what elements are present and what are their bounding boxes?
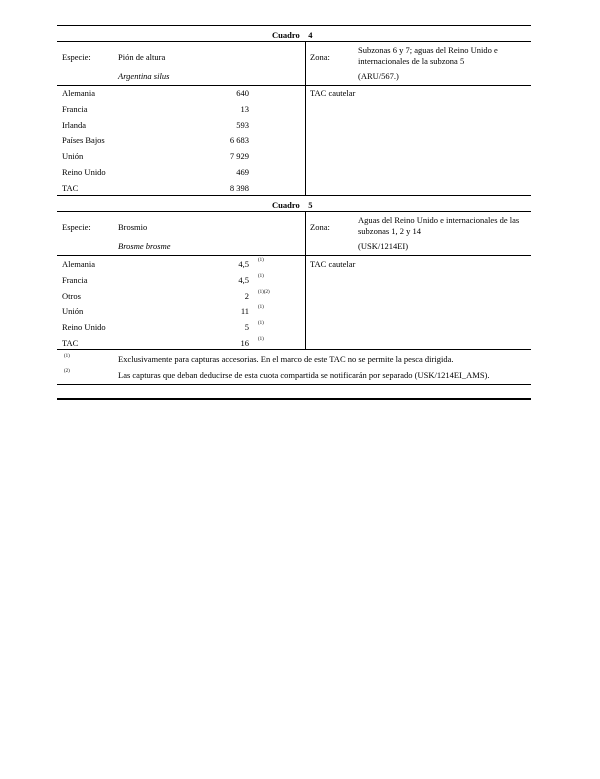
column-divider	[305, 255, 306, 349]
quota-cell: 11	[240, 306, 249, 316]
table-heading-number: 5	[308, 200, 313, 210]
country-cell: Alemania	[62, 88, 96, 98]
rule	[57, 41, 531, 42]
country-cell: Unión	[62, 151, 84, 161]
quota-cell: 469	[236, 167, 249, 177]
rule	[57, 195, 531, 196]
species-common-name: Brosmio	[118, 222, 148, 232]
quota-cell: 16	[240, 338, 249, 348]
column-divider	[305, 41, 306, 86]
rule	[57, 25, 531, 26]
country-cell: Países Bajos	[62, 135, 105, 145]
zone-label: Zona:	[310, 52, 330, 62]
species-label: Especie:	[62, 52, 91, 62]
table-heading	[272, 200, 312, 210]
footnote-ref: (1)	[258, 258, 264, 263]
quota-cell: 6 683	[229, 135, 249, 145]
quota-cell: 7 929	[229, 151, 249, 161]
country-cell: Reino Unido	[62, 167, 106, 177]
table-heading-label: Cuadro	[272, 30, 300, 40]
footnote-mark: (1)	[64, 354, 70, 359]
country-cell: Otros	[62, 291, 81, 301]
footnote-ref: (1)(2)	[258, 290, 270, 295]
tac-note: TAC cautelar	[310, 88, 356, 98]
footnote-text: Las capturas que deban deducirse de esta cuota compartida se notificarán por separado (USK/1214EI_AMS).	[118, 370, 490, 380]
tac-note: TAC cautelar	[310, 259, 356, 269]
country-cell: Francia	[62, 104, 88, 114]
rule	[57, 349, 531, 350]
quota-cell: 8 398	[229, 183, 249, 193]
species-latin-name: Brosme brosme	[118, 241, 171, 251]
rule	[57, 255, 531, 256]
country-cell: Reino Unido	[62, 322, 106, 332]
column-divider	[305, 85, 306, 195]
species-label: Especie:	[62, 222, 91, 232]
footnote-text: Exclusivamente para capturas accesorias. En el marco de este TAC no se permite la pesca dirigida.	[118, 354, 454, 364]
table-heading-label: Cuadro	[272, 200, 300, 210]
country-cell: Alemania	[62, 259, 96, 269]
quota-cell: 13	[240, 104, 249, 114]
footnote-ref: (1)	[258, 337, 264, 342]
quota-cell: 2	[244, 291, 249, 301]
country-cell: Unión	[62, 306, 84, 316]
quota-cell: 640	[236, 88, 249, 98]
footnote-ref: (1)	[258, 274, 264, 279]
country-cell: Francia	[62, 275, 88, 285]
closing-rule	[57, 398, 531, 400]
country-cell: TAC	[62, 338, 79, 348]
table-heading-number: 4	[308, 30, 313, 40]
quota-cell: 5	[244, 322, 249, 332]
species-latin-name: Argentina silus	[118, 71, 170, 81]
country-cell: TAC	[62, 183, 79, 193]
quota-cell: 4,5	[238, 275, 249, 285]
quota-cell: 4,5	[238, 259, 249, 269]
species-common-name: Pión de altura	[118, 52, 166, 62]
zone-description: Aguas del Reino Unido e internacionales de las subzonas 1, 2 y 14	[358, 215, 520, 236]
quota-cell: 593	[236, 120, 249, 130]
footnote-mark: (2)	[64, 369, 70, 374]
footnote-ref: (1)	[258, 321, 264, 326]
table-heading	[272, 30, 312, 40]
column-divider	[305, 211, 306, 256]
rule	[57, 384, 531, 385]
zone-code: (ARU/567.)	[358, 71, 399, 81]
footnote-ref: (1)	[258, 305, 264, 310]
rule	[57, 211, 531, 212]
zone-label: Zona:	[310, 222, 330, 232]
rule	[57, 85, 531, 86]
country-cell: Irlanda	[62, 120, 87, 130]
zone-description: Subzonas 6 y 7; aguas del Reino Unido e internacionales de la subzona 5	[358, 45, 498, 66]
zone-code: (USK/1214EI)	[358, 241, 409, 251]
